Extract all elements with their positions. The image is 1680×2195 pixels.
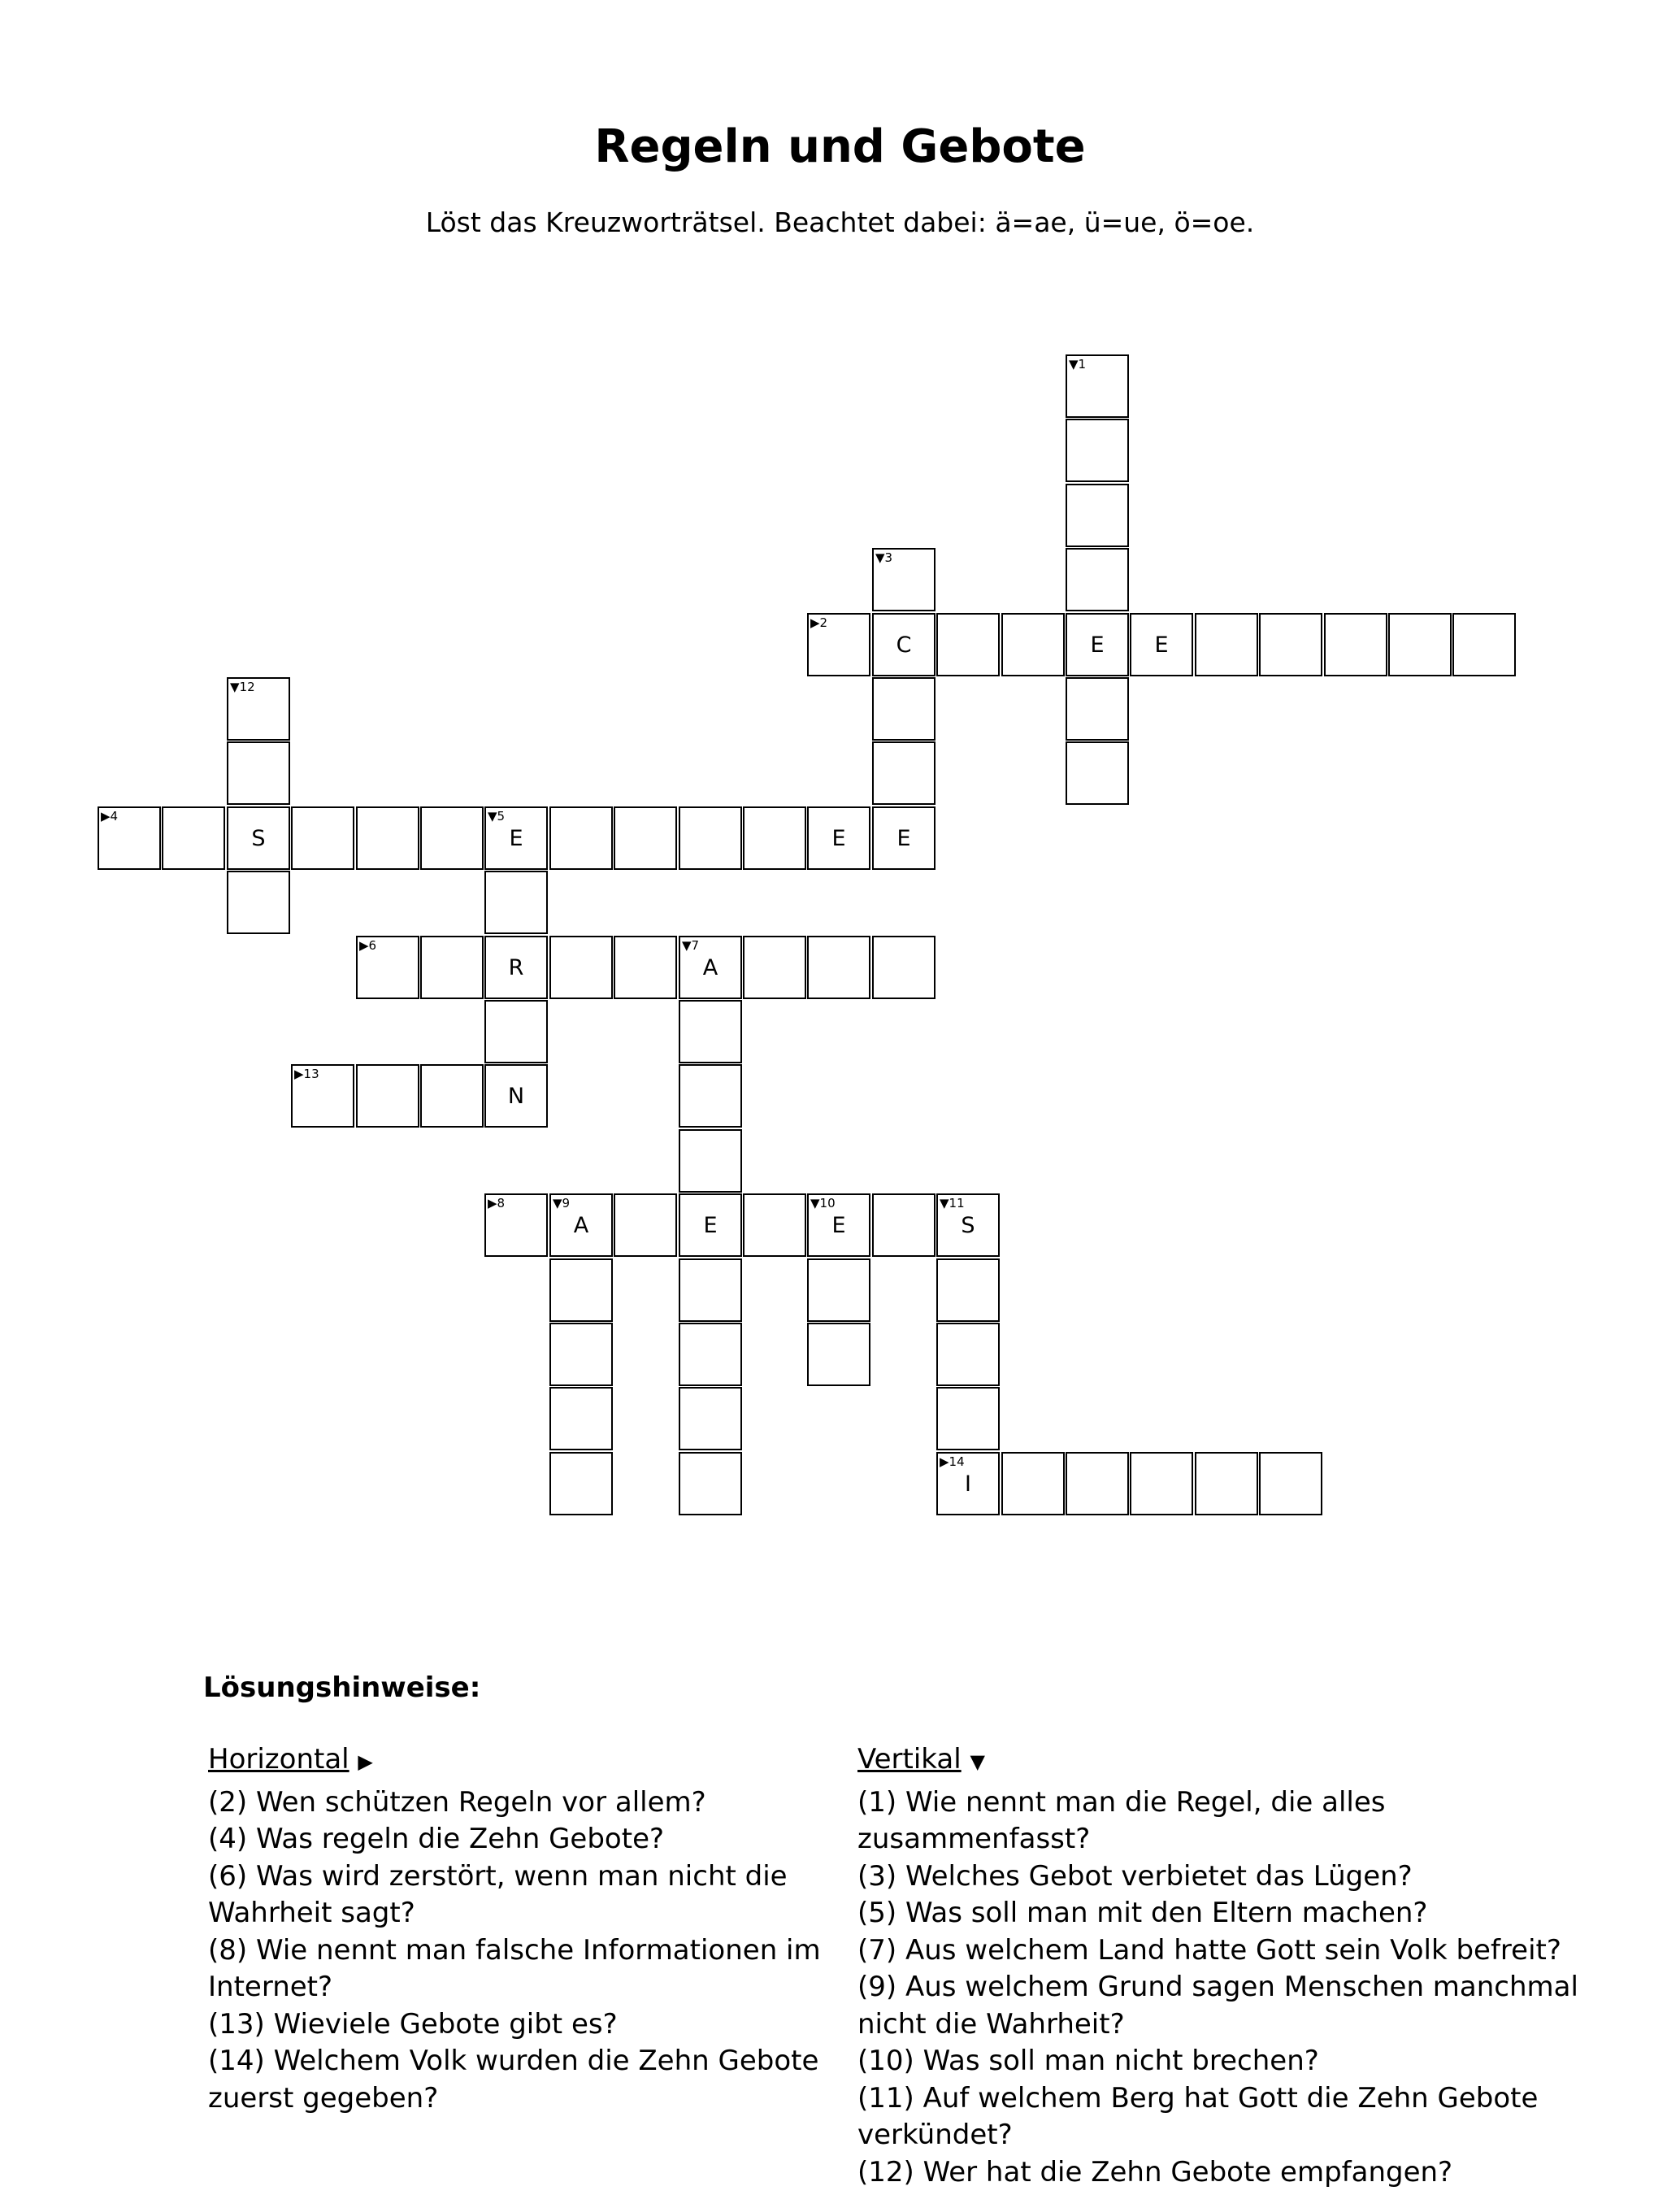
- grid-cell[interactable]: [484, 871, 548, 934]
- grid-cell[interactable]: [162, 806, 225, 870]
- given-letter: S: [251, 826, 266, 851]
- grid-cell[interactable]: [227, 677, 290, 741]
- grid-cell[interactable]: [549, 1258, 613, 1322]
- grid-cell[interactable]: [936, 1193, 1000, 1257]
- grid-cell[interactable]: [679, 1129, 742, 1193]
- clue-number: ▼3: [875, 550, 893, 565]
- grid-cell[interactable]: [743, 1193, 806, 1257]
- grid-cell[interactable]: [807, 1258, 870, 1322]
- grid-cell[interactable]: [291, 806, 354, 870]
- grid-cell[interactable]: [807, 936, 870, 999]
- grid-cell[interactable]: [484, 1064, 548, 1128]
- clue-number: ▼9: [553, 1196, 571, 1211]
- given-letter: R: [508, 955, 524, 980]
- grid-cell[interactable]: [936, 1387, 1000, 1450]
- clue-text: (2) Wen schützen Regeln vor allem?: [208, 1785, 706, 1819]
- grid-cell[interactable]: [614, 1193, 677, 1257]
- grid-cell[interactable]: [614, 936, 677, 999]
- given-letter: A: [702, 955, 718, 980]
- clue-number: ▶14: [940, 1454, 965, 1469]
- clue-text: (13) Wieviele Gebote gibt es?: [208, 2007, 618, 2041]
- grid-cell[interactable]: [484, 1193, 548, 1257]
- grid-cell[interactable]: [227, 871, 290, 934]
- grid-cell[interactable]: [420, 936, 484, 999]
- given-letter: C: [896, 632, 912, 658]
- horizontal-clue-list: [208, 1784, 850, 2118]
- given-letter: E: [831, 826, 846, 851]
- grid-cell[interactable]: [872, 1193, 936, 1257]
- given-letter: I: [965, 1471, 971, 1497]
- hints-heading: Lösungshinweise:: [203, 1671, 481, 1704]
- clue-text: (11) Auf welchem Berg hat Gott die Zehn Gebote verkündet?: [857, 2081, 1539, 2151]
- grid-cell[interactable]: [743, 806, 806, 870]
- given-letter: N: [507, 1084, 525, 1109]
- grid-cell[interactable]: [291, 1064, 354, 1128]
- down-arrow-icon: ▼: [970, 1750, 985, 1773]
- given-letter: E: [509, 826, 523, 851]
- clue-number: ▼5: [488, 809, 506, 824]
- clue-number: ▶4: [101, 809, 119, 824]
- vertikal-label: Vertikal: [857, 1743, 962, 1776]
- grid-cell[interactable]: [549, 936, 613, 999]
- grid-cell[interactable]: [1452, 613, 1516, 676]
- grid-cell[interactable]: [679, 1000, 742, 1063]
- grid-cell[interactable]: [1195, 613, 1258, 676]
- grid-cell[interactable]: [679, 1387, 742, 1450]
- instructions: Löst das Kreuzworträtsel. Beachtet dabei: ä=ae, ü=ue, ö=oe.: [425, 206, 1255, 238]
- grid-cell[interactable]: [679, 1064, 742, 1128]
- clue-text: (14) Welchem Volk wurden die Zehn Gebote zuerst gegeben?: [208, 2045, 819, 2115]
- grid-cell[interactable]: [227, 806, 290, 870]
- horizontal-clues: [208, 1741, 850, 2117]
- clue-number: ▼11: [940, 1196, 965, 1211]
- vertikal-header: [857, 1741, 1593, 1781]
- grid-cell[interactable]: [807, 1193, 870, 1257]
- grid-cell[interactable]: [549, 1323, 613, 1386]
- given-letter: E: [703, 1213, 718, 1238]
- grid-cell[interactable]: [807, 1323, 870, 1386]
- grid-cell[interactable]: [356, 936, 419, 999]
- grid-cell[interactable]: [1001, 613, 1065, 676]
- grid-cell[interactable]: [1195, 1452, 1258, 1515]
- clue-number: ▼12: [230, 680, 255, 694]
- clue-text: (4) Was regeln die Zehn Gebote?: [208, 1823, 665, 1855]
- grid-cell[interactable]: [1259, 613, 1322, 676]
- clue-number: ▼10: [810, 1196, 836, 1211]
- grid-cell[interactable]: [679, 936, 742, 999]
- given-letter: E: [831, 1213, 846, 1238]
- grid-cell[interactable]: [484, 936, 548, 999]
- grid-cell[interactable]: [1066, 1452, 1129, 1515]
- clue-text: (12) Wer hat die Zehn Gebote empfangen?: [857, 2155, 1453, 2188]
- grid-cell[interactable]: [872, 741, 936, 805]
- grid-cell[interactable]: [1001, 1452, 1065, 1515]
- vertikal-clues: [857, 1741, 1593, 2191]
- grid-cell[interactable]: [1066, 419, 1129, 482]
- grid-cell[interactable]: [1324, 613, 1387, 676]
- grid-cell[interactable]: [679, 1452, 742, 1515]
- grid-cell[interactable]: [679, 1193, 742, 1257]
- across-arrow-icon: ▶: [358, 1750, 373, 1773]
- given-letter: E: [1154, 632, 1169, 658]
- page-title: Regeln und Gebote: [594, 120, 1086, 173]
- clue-number: ▶13: [294, 1067, 319, 1081]
- grid-cell[interactable]: [1066, 484, 1129, 547]
- clue-text: (7) Aus welchem Land hatte Gott sein Volk befreit?: [857, 1933, 1561, 1967]
- given-letter: S: [961, 1213, 975, 1238]
- grid-cell[interactable]: [872, 936, 936, 999]
- grid-cell[interactable]: [936, 1258, 1000, 1322]
- grid-cell[interactable]: [549, 1452, 613, 1515]
- grid-cell[interactable]: [1066, 741, 1129, 805]
- vertikal-clue-list: [857, 1784, 1593, 2192]
- given-letter: A: [573, 1213, 589, 1238]
- given-letter: E: [896, 826, 911, 851]
- grid-cell[interactable]: [1066, 613, 1129, 676]
- grid-cell[interactable]: [484, 1000, 548, 1063]
- grid-cell[interactable]: [679, 806, 742, 870]
- grid-cell[interactable]: [807, 613, 870, 676]
- grid-cell[interactable]: [1066, 354, 1129, 418]
- clue-number: ▶2: [810, 615, 828, 630]
- grid-cell[interactable]: [1259, 1452, 1322, 1515]
- grid-cell[interactable]: [356, 806, 419, 870]
- grid-cell[interactable]: [420, 1064, 484, 1128]
- clue-text: (10) Was soll man nicht brechen?: [857, 2045, 1319, 2077]
- grid-cell[interactable]: [679, 1323, 742, 1386]
- grid-cell[interactable]: [936, 1452, 1000, 1515]
- clue-text: (3) Welches Gebot verbietet das Lügen?: [857, 1859, 1413, 1893]
- clue-text: (8) Wie nennt man falsche Informationen im Internet?: [208, 1933, 821, 2003]
- clue-text: (6) Was wird zerstört, wenn man nicht die Wahrheit sagt?: [208, 1859, 788, 1929]
- grid-cell[interactable]: [98, 806, 161, 870]
- grid-cell[interactable]: [872, 806, 936, 870]
- horizontal-label: Horizontal: [208, 1743, 349, 1776]
- grid-cell[interactable]: [549, 1193, 613, 1257]
- grid-cell[interactable]: [872, 613, 936, 676]
- grid-cell[interactable]: [936, 613, 1000, 676]
- grid-cell[interactable]: [227, 741, 290, 805]
- horizontal-header: [208, 1741, 850, 1781]
- clue-number: ▶8: [488, 1196, 506, 1211]
- grid-cell[interactable]: [807, 806, 870, 870]
- grid-cell[interactable]: [936, 1323, 1000, 1386]
- grid-cell[interactable]: [356, 1064, 419, 1128]
- grid-cell[interactable]: [420, 806, 484, 870]
- grid-cell[interactable]: [743, 936, 806, 999]
- clue-number: ▼1: [1069, 357, 1087, 372]
- grid-cell[interactable]: [1130, 613, 1193, 676]
- grid-cell[interactable]: [872, 677, 936, 741]
- grid-cell[interactable]: [549, 806, 613, 870]
- grid-cell[interactable]: [484, 806, 548, 870]
- grid-cell[interactable]: [1066, 548, 1129, 611]
- grid-cell[interactable]: [1066, 677, 1129, 741]
- clue-text: (5) Was soll man mit den Eltern machen?: [857, 1897, 1428, 1929]
- clue-text: (9) Aus welchem Grund sagen Menschen manchmal nicht die Wahrheit?: [857, 1971, 1578, 2041]
- given-letter: E: [1090, 632, 1105, 658]
- clue-text: (1) Wie nennt man die Regel, die alles zusammenfasst?: [857, 1785, 1386, 1855]
- grid-cell[interactable]: [679, 1258, 742, 1322]
- clue-number: ▼7: [682, 938, 700, 953]
- clue-number: ▶6: [359, 938, 377, 953]
- grid-cell[interactable]: [872, 548, 936, 611]
- grid-cell[interactable]: [1388, 613, 1452, 676]
- grid-cell[interactable]: [1130, 1452, 1193, 1515]
- grid-cell[interactable]: [614, 806, 677, 870]
- grid-cell[interactable]: [549, 1387, 613, 1450]
